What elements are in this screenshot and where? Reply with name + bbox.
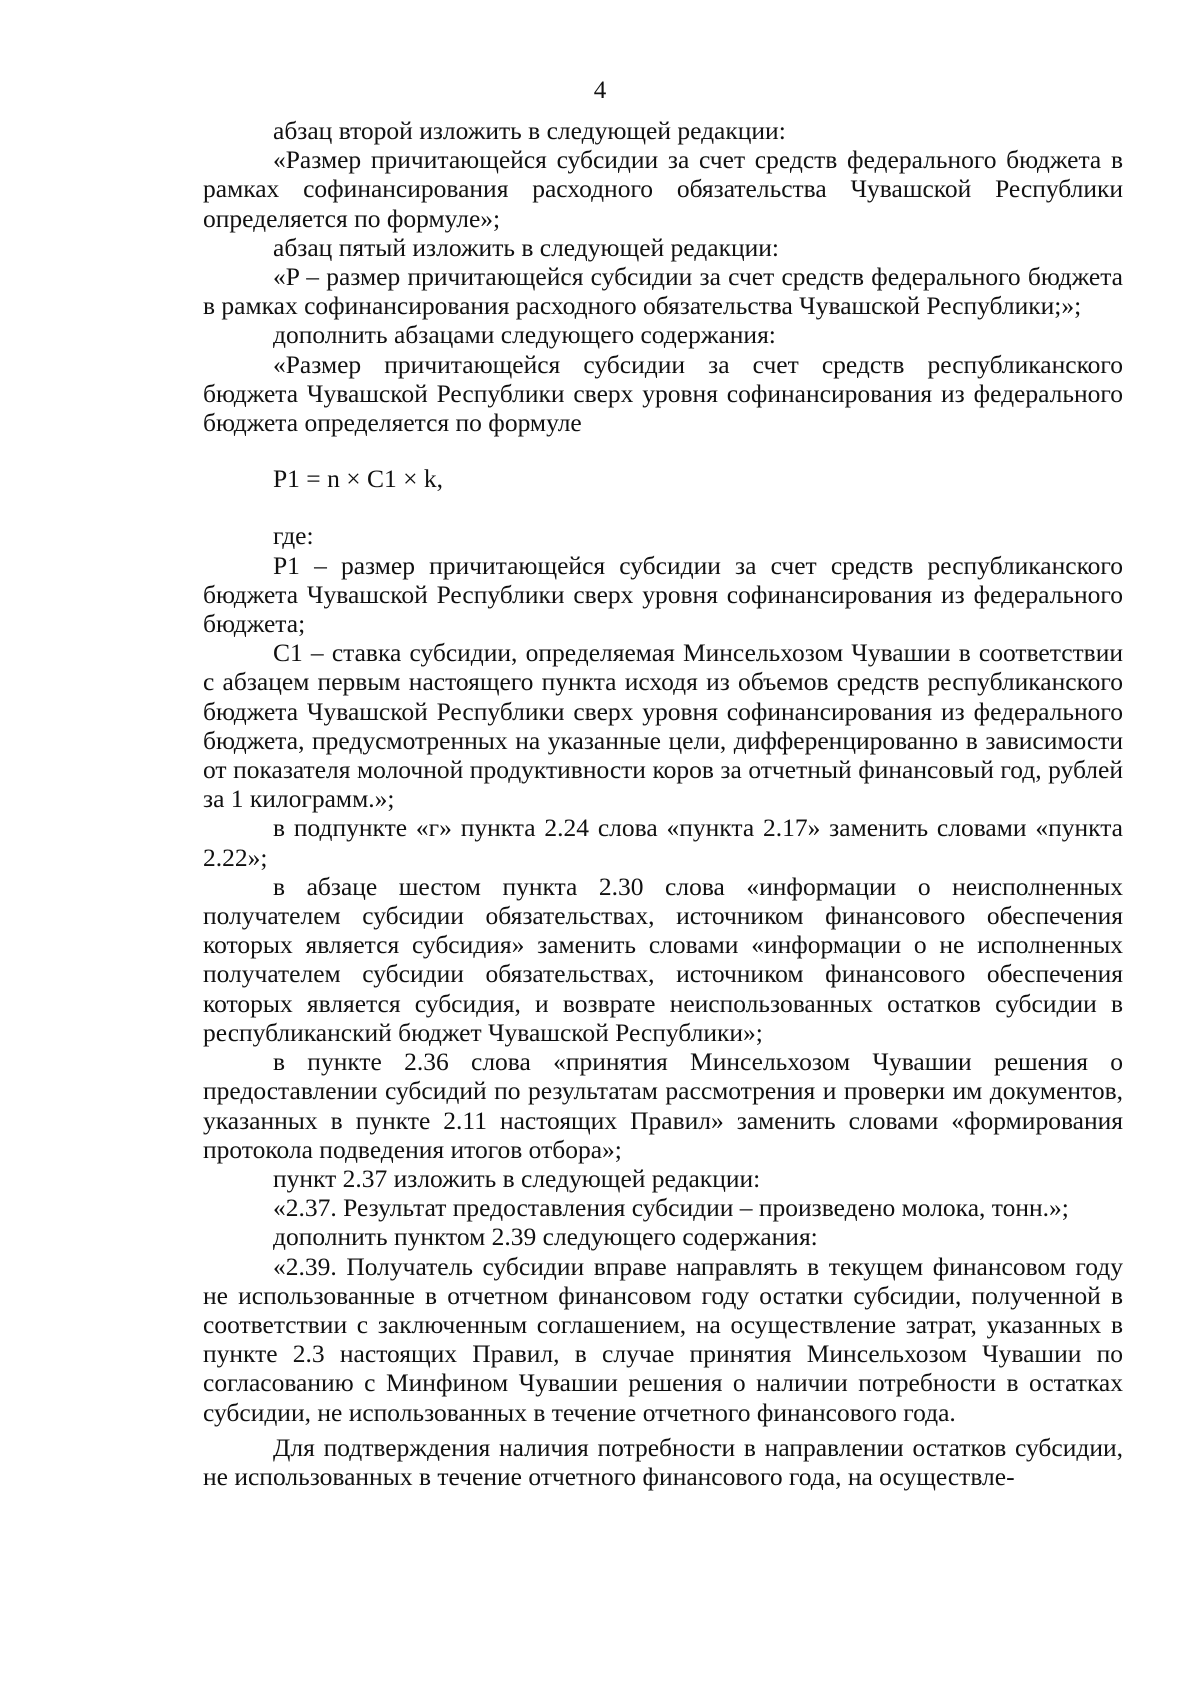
paragraph: дополнить пунктом 2.39 следующего содержания:: [273, 1222, 818, 1252]
where-label: где:: [273, 521, 314, 551]
paragraph: в подпункте «г» пункта 2.24 слова «пункта 2.17» заменить словами «пункта 2.22»;: [203, 813, 1123, 872]
paragraph: C1 – ставка субсидии, определяемая Минсельхозом Чувашии в соответствии с абзацем первым настоящего пункта исходя из объемов средств республиканского бюджета Чувашской Республики сверх уровня софинансирования из федерального бюджета, предусмотренных на указанные цели, дифференцированно в зависимости от показателя молочной продуктивности коров за отчетный финансовый год, рублей за 1 килограмм.»;: [203, 638, 1123, 814]
paragraph: Для подтверждения наличия потребности в направлении остатков субсидии, не использованных в течение отчетного финансового года, на осуществле-: [203, 1432, 1123, 1491]
paragraph: «2.39. Получатель субсидии вправе направлять в текущем финансовом году не использованные в отчетном финансовом году остатки субсидии, полученной в соответствии с заключенным соглашением, на осуществление затрат, указанных в пункте 2.3 настоящих Правил, в случае принятия Минсельхозом Чувашии по согласованию с Минфином Чувашии решения о наличии потребности в остатках субсидии, не использованных в течение отчетного финансового года.: [203, 1251, 1123, 1427]
paragraph: «Размер причитающейся субсидии за счет средств республиканского бюджета Чувашской Республики сверх уровня софинансирования из федерального бюджета определяется по формуле: [203, 349, 1123, 438]
paragraph: P1 – размер причитающейся субсидии за счет средств республиканского бюджета Чувашской Республики сверх уровня софинансирования из федерального бюджета;: [203, 550, 1123, 639]
paragraph: дополнить абзацами следующего содержания:: [273, 320, 776, 350]
document-body: [203, 116, 1123, 1491]
formula: P1 = n × C1 × k,: [273, 464, 443, 494]
paragraph: в абзаце шестом пункта 2.30 слова «информации о неисполненных получателем субсидии обязательствах, источником финансового обеспечения которых является субсидия» заменить словами «информации о не исполненных получателем субсидии обязательствах, источником финансового обеспечения которых является субсидия, и возврате неиспользованных остатков субсидии в республиканский бюджет Чувашской Республики»;: [203, 871, 1123, 1047]
paragraph: абзац второй изложить в следующей редакции:: [273, 116, 786, 145]
paragraph: «2.37. Результат предоставления субсидии – произведено молока, тонн.»;: [273, 1193, 1069, 1223]
page-number: 4: [593, 77, 607, 104]
paragraph: «P – размер причитающейся субсидии за счет средств федерального бюджета в рамках софинансирования расходного обязательства Чувашской Республики;»;: [203, 262, 1123, 321]
paragraph: пункт 2.37 изложить в следующей редакции:: [273, 1163, 761, 1193]
paragraph: в пункте 2.36 слова «принятия Минсельхозом Чувашии решения о предоставлении субсидий по результатам рассмотрения и проверки им документов, указанных в пункте 2.11 настоящих Правил» заменить словами «формирования протокола подведения итогов отбора»;: [203, 1047, 1123, 1164]
paragraph: абзац пятый изложить в следующей редакции:: [273, 232, 779, 262]
paragraph: «Размер причитающейся субсидии за счет средств федерального бюджета в рамках софинансирования расходного обязательства Чувашской Республики определяется по формуле»;: [203, 145, 1123, 233]
